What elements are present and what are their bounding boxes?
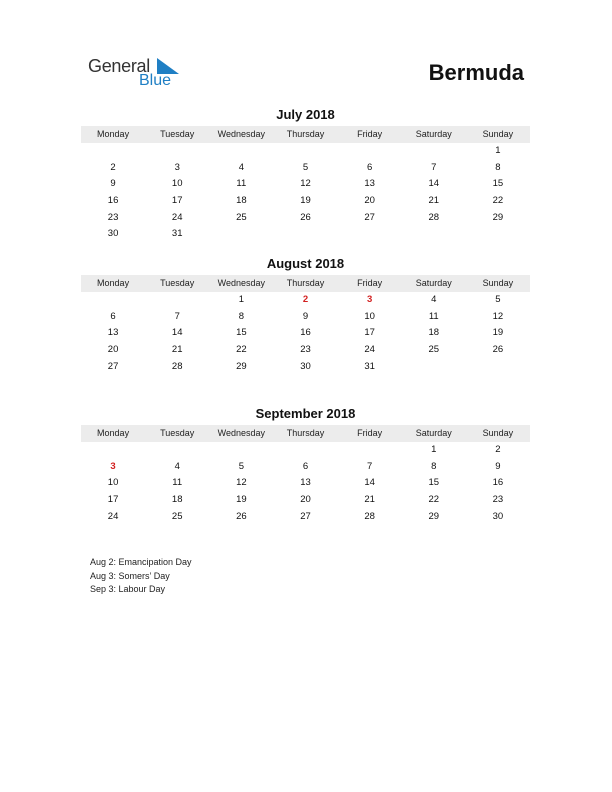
day-cell: 17 — [107, 494, 119, 506]
day-cell: 30 — [107, 228, 119, 240]
day-cell: 2 — [110, 161, 116, 173]
day-cell: 4 — [238, 161, 244, 173]
day-cell: 4 — [174, 460, 180, 472]
day-cell: 19 — [236, 494, 247, 506]
weekday-label: Thursday — [286, 129, 325, 139]
day-cell: 18 — [236, 195, 247, 207]
day-cell: 29 — [236, 360, 247, 372]
weekday-label: Friday — [357, 278, 383, 288]
empty-day-cell — [338, 226, 402, 243]
empty-day-cell — [466, 226, 530, 243]
day-cell: 3 — [110, 460, 116, 472]
weekday-label: Tuesday — [160, 428, 195, 438]
weekday-label: Friday — [357, 428, 383, 438]
day-cell: 27 — [107, 360, 119, 372]
month-title: September 2018 — [255, 406, 356, 421]
empty-day-cell — [402, 143, 466, 160]
day-cell: 11 — [428, 310, 439, 322]
empty-day-cell — [145, 143, 209, 160]
day-cell: 8 — [495, 161, 501, 173]
empty-day-cell — [273, 442, 337, 459]
day-cell: 16 — [300, 327, 311, 339]
day-cell: 10 — [107, 477, 119, 489]
holiday-note: Aug 3: Somers’ Day — [90, 570, 170, 581]
weekday-label: Tuesday — [160, 278, 195, 288]
holiday-note: Aug 2: Emancipation Day — [90, 557, 192, 567]
weekday-label: Thursday — [286, 278, 325, 288]
week-row — [81, 292, 530, 309]
empty-day-cell — [209, 143, 273, 160]
weekday-label: Wednesday — [217, 278, 266, 288]
day-cell: 12 — [492, 310, 504, 322]
week-row — [81, 160, 530, 177]
empty-day-cell — [273, 226, 337, 243]
day-cell: 30 — [300, 360, 311, 372]
week-row — [81, 210, 530, 227]
day-cell: 22 — [428, 494, 440, 506]
day-cell: 3 — [174, 161, 180, 173]
day-cell: 24 — [171, 211, 183, 223]
day-cell: 5 — [495, 294, 501, 305]
week-row — [81, 459, 530, 476]
day-cell: 1 — [495, 145, 501, 156]
week-row — [81, 492, 530, 509]
weekday-label: Wednesday — [217, 129, 266, 139]
day-cell: 14 — [171, 327, 183, 339]
weekday-label: Monday — [97, 278, 130, 288]
empty-day-cell — [402, 359, 466, 376]
week-row — [81, 359, 530, 376]
weekday-label: Sunday — [482, 129, 514, 139]
day-cell: 10 — [364, 310, 375, 322]
day-cell: 16 — [107, 195, 119, 207]
day-cell: 25 — [236, 211, 247, 223]
empty-day-cell — [273, 143, 337, 160]
day-cell: 26 — [300, 211, 311, 223]
day-cell: 23 — [107, 211, 119, 223]
day-cell: 27 — [300, 510, 311, 522]
weekday-label: Saturday — [415, 278, 452, 288]
week-row — [81, 342, 530, 359]
empty-day-cell — [81, 292, 145, 309]
day-cell: 13 — [300, 477, 311, 489]
day-cell: 20 — [364, 195, 375, 207]
day-cell: 24 — [107, 510, 119, 522]
holiday-notes — [90, 556, 192, 597]
weekday-label: Friday — [357, 129, 383, 139]
day-cell: 21 — [364, 494, 375, 506]
day-cell: 30 — [492, 510, 504, 522]
day-cell: 19 — [300, 195, 311, 207]
day-cell: 12 — [300, 178, 311, 190]
week-row — [81, 509, 530, 526]
month-calendar-september — [81, 405, 530, 525]
day-cell: 20 — [300, 494, 311, 506]
day-cell: 28 — [171, 360, 183, 372]
month-title: August 2018 — [266, 256, 345, 271]
day-cell: 2 — [302, 294, 309, 305]
day-cell: 25 — [428, 344, 440, 356]
day-cell: 11 — [236, 178, 247, 190]
day-cell: 5 — [302, 161, 309, 173]
weekday-header — [81, 425, 530, 442]
day-cell: 15 — [428, 477, 440, 489]
month-title: July 2018 — [276, 107, 335, 122]
day-cell: 22 — [492, 195, 504, 207]
weekday-label: Saturday — [415, 428, 452, 438]
day-cell: 11 — [172, 477, 183, 489]
day-cell: 23 — [492, 494, 504, 506]
day-cell: 28 — [364, 510, 375, 522]
day-cell: 18 — [171, 494, 183, 506]
day-cell: 6 — [366, 161, 373, 173]
week-row — [81, 309, 530, 326]
weekday-header — [81, 275, 530, 292]
week-row — [81, 325, 530, 342]
day-cell: 31 — [171, 228, 183, 240]
day-cell: 17 — [364, 327, 375, 339]
day-cell: 15 — [492, 178, 504, 190]
day-cell: 21 — [171, 344, 183, 356]
month-calendar-july — [81, 106, 530, 243]
holiday-note: Sep 3: Labour Day — [90, 584, 166, 594]
day-cell: 24 — [364, 344, 375, 356]
day-cell: 3 — [366, 294, 373, 305]
day-cell: 9 — [302, 310, 309, 322]
day-cell: 29 — [492, 211, 504, 223]
day-cell: 5 — [238, 460, 244, 472]
empty-day-cell — [145, 442, 209, 459]
empty-day-cell — [209, 442, 273, 459]
day-cell: 27 — [364, 211, 375, 223]
weekday-label: Sunday — [482, 428, 514, 438]
empty-day-cell — [145, 292, 209, 309]
logo-word-blue: Blue — [139, 72, 172, 89]
day-cell: 9 — [495, 460, 501, 472]
day-cell: 25 — [171, 510, 183, 522]
week-row — [81, 193, 530, 210]
day-cell: 9 — [110, 178, 116, 190]
day-cell: 4 — [431, 294, 437, 305]
empty-day-cell — [402, 226, 466, 243]
day-cell: 6 — [302, 460, 309, 472]
day-cell: 7 — [174, 310, 180, 322]
day-cell: 13 — [107, 327, 119, 339]
weekday-label: Wednesday — [217, 428, 266, 438]
day-cell: 20 — [107, 344, 119, 356]
day-cell: 19 — [492, 327, 504, 339]
day-cell: 13 — [364, 178, 375, 190]
week-row — [81, 143, 530, 160]
day-cell: 10 — [171, 178, 183, 190]
day-cell: 26 — [236, 510, 247, 522]
logo-word-general: General — [88, 56, 150, 76]
day-cell: 15 — [236, 327, 247, 339]
day-cell: 6 — [110, 310, 116, 322]
weekday-label: Monday — [97, 129, 130, 139]
weekday-label: Monday — [97, 428, 130, 438]
weekday-header — [81, 126, 530, 143]
week-row — [81, 475, 530, 492]
week-row — [81, 442, 530, 459]
empty-day-cell — [209, 226, 273, 243]
day-cell: 1 — [238, 294, 244, 305]
day-cell: 26 — [492, 344, 504, 356]
day-cell: 31 — [364, 360, 375, 372]
day-cell: 1 — [431, 444, 437, 455]
day-cell: 8 — [238, 310, 244, 322]
weekday-label: Saturday — [415, 129, 452, 139]
weekday-label: Thursday — [286, 428, 325, 438]
day-cell: 14 — [428, 178, 440, 190]
weekday-label: Tuesday — [160, 129, 195, 139]
empty-day-cell — [81, 143, 145, 160]
day-cell: 18 — [428, 327, 440, 339]
day-cell: 7 — [431, 161, 437, 173]
empty-day-cell — [81, 442, 145, 459]
day-cell: 29 — [428, 510, 440, 522]
empty-day-cell — [338, 143, 402, 160]
day-cell: 16 — [492, 477, 504, 489]
day-cell: 2 — [495, 444, 501, 455]
week-row — [81, 226, 530, 243]
empty-day-cell — [466, 359, 530, 376]
weekday-label: Sunday — [482, 278, 514, 288]
day-cell: 21 — [428, 195, 440, 207]
general-blue-logo — [88, 56, 188, 92]
day-cell: 14 — [364, 477, 375, 489]
country-title: Bermuda — [428, 60, 524, 85]
day-cell: 8 — [431, 460, 437, 472]
day-cell: 23 — [300, 344, 311, 356]
day-cell: 12 — [236, 477, 247, 489]
week-row — [81, 176, 530, 193]
day-cell: 7 — [366, 460, 373, 472]
day-cell: 22 — [236, 344, 247, 356]
month-calendar-august — [81, 255, 530, 375]
day-cell: 17 — [171, 195, 183, 207]
empty-day-cell — [338, 442, 402, 459]
day-cell: 28 — [428, 211, 440, 223]
